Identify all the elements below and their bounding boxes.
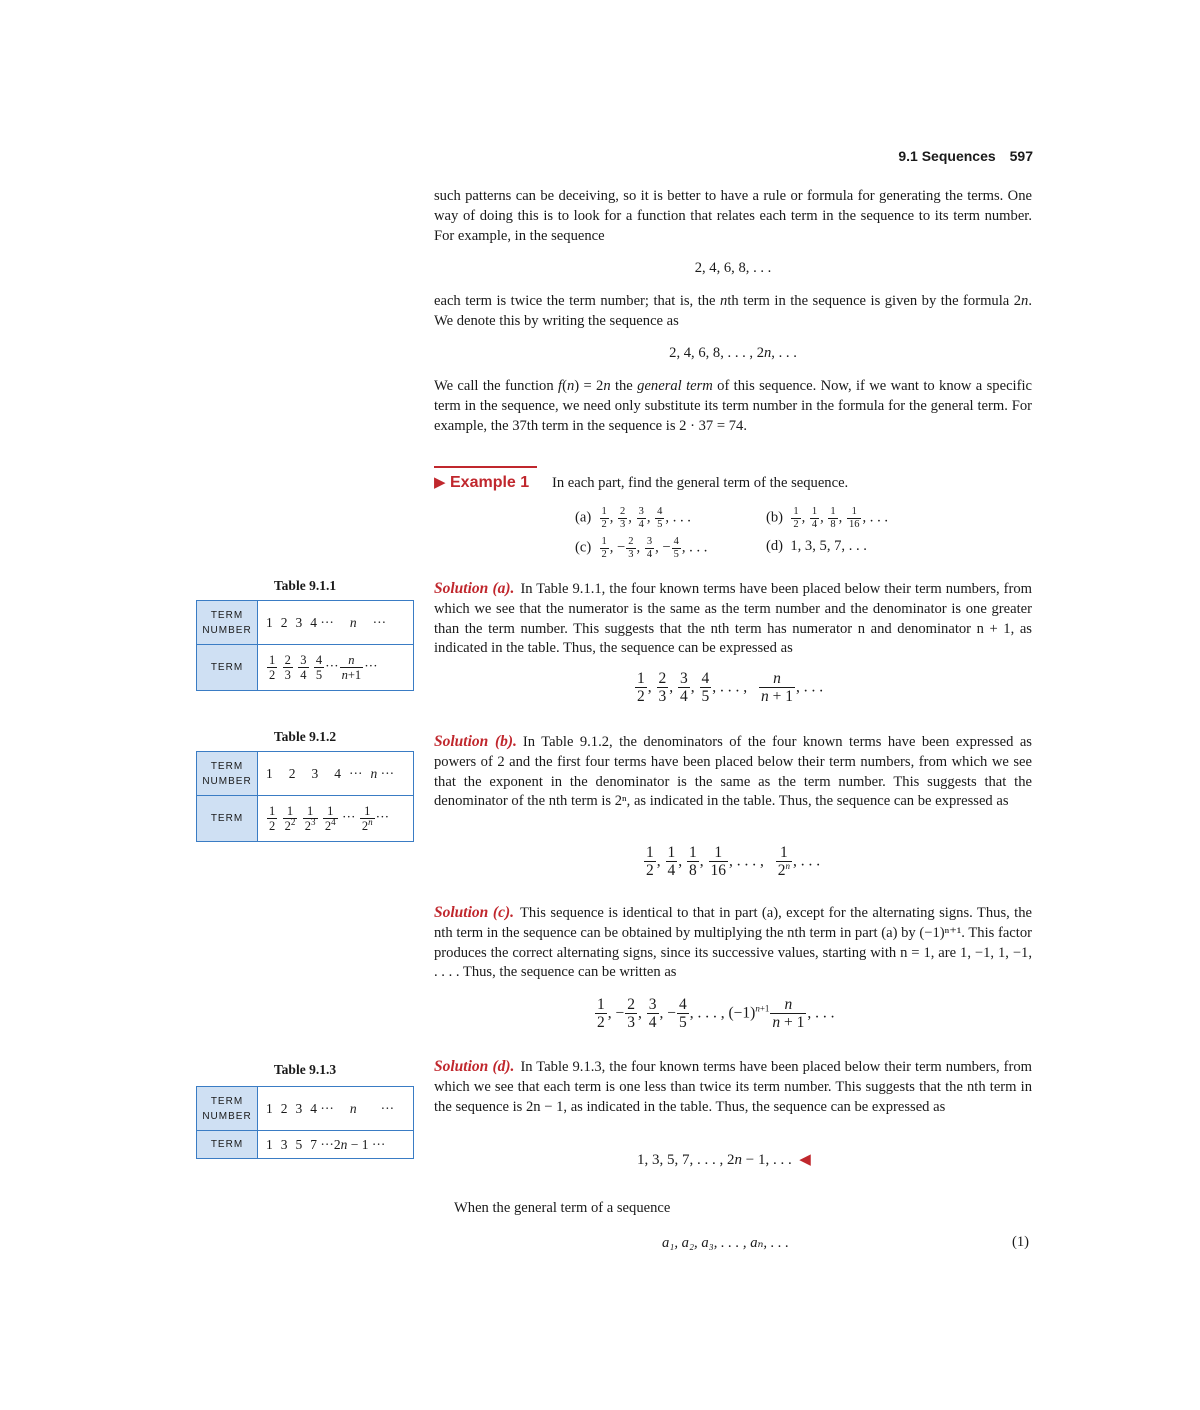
intro-paragraph-1: such patterns can be deceiving, so it is better to have a rule or formula for generating the terms. One way of doing this is to look for a function that relates each term in the sequence to its term number. For example, in the sequence [434, 188, 1032, 244]
intro-paragraph-2: each term is twice the term number; that is, the nth term in the sequence is given by the formula 2n. We denote this by writing the sequence as [434, 293, 1032, 329]
table-header-term-number: TERM NUMBER [197, 752, 258, 796]
equation-sequence-even: 2, 4, 6, 8, . . . [694, 260, 772, 276]
example-part-c: (c) $\frac{1}{2}$ , − $\frac{2}{3}$ , $\frac{3}{4}$ , − $\frac{4}{5}$ , . . . [575, 536, 708, 560]
table-row-term-number: 1 2 3 4 ··· n ··· [258, 601, 414, 645]
table-row-term: $\frac{1}{2}$ $\frac{2}{3}$ $\frac{3}{4}$ $\frac{4}{5}$ ··· $\frac{n}{n+1}$ ··· [258, 645, 414, 691]
equation-solution-b: $\frac{1}{2}$ , $\frac{1}{4}$ , $\frac{1}{8}$ , $\frac{1}{16}$ , . . . , $\frac{1}{2^n}$ , . . . [646, 844, 821, 880]
section-title: 9.1 Sequences [898, 148, 996, 164]
equation-number: (1) [1012, 1234, 1030, 1250]
table-row-term: 1 3 5 7 ···2n − 1 ··· [258, 1131, 414, 1159]
table-3-caption: Table 9.1.3 [273, 1062, 337, 1077]
equation-sequence-general: 2, 4, 6, 8, . . . , 2n, . . . [669, 345, 797, 361]
table-9-1-2 [196, 751, 414, 842]
solution-d: Solution (d). In Table 9.1.3, the four known terms have been placed below their term numbers, from which we see that each term is one less than twice its term number. This suggests that the nth term in the sequence is 2n − 1, as indicated in the table. Thus, the sequence can be expressed as [434, 1058, 1032, 1115]
table-header-term: TERM [197, 796, 258, 842]
example-part-a: (a) $\frac{1}{2}$ , $\frac{2}{3}$ , $\frac{3}{4}$ , $\frac{4}{5}$ , . . . [575, 506, 691, 530]
table-row-term-number: 1 2 3 4 ··· n ··· [258, 752, 414, 796]
example-part-d: (d) 1, 3, 5, 7, . . . [766, 538, 867, 554]
table-header-term-number: TERM NUMBER [197, 601, 258, 645]
running-header [0, 148, 1033, 164]
example-title: ▶ Example 1 [434, 474, 530, 491]
equation-1: a₁, a₂, a₃, . . . , aₙ, . . . [662, 1235, 789, 1251]
example-prompt: In each part, find the general term of the sequence. [552, 475, 849, 491]
closing-text: When the general term of a sequence [454, 1200, 671, 1216]
solution-c: Solution (c). This sequence is identical to that in part (a), except for the alternating signs. Thus, the nth term in the sequence can be obtained by multiplying the nth term in part (a) by (−1)ⁿ⁺¹. This factor produces the correct alternating signs, since its successive values, starting with n = 1, are 1, −1, 1, −1, . . . . Thus, the sequence can be written as [434, 904, 1033, 981]
equation-solution-d: 1, 3, 5, 7, . . . , 2n − 1, . . . ◀ [637, 1152, 811, 1168]
equation-solution-c: $\frac{1}{2}$ , − $\frac{2}{3}$ , $\frac{3}{4}$ , − $\frac{4}{5}$ , . . . , $(-1)^{n+1}$ $\frac{n}{n + 1}$ , . . . [597, 996, 835, 1032]
solution-a: Solution (a). In Table 9.1.1, the four known terms have been placed below their term numbers, from which we see that the numerator is the same as the term number and the denominator is one greater than the term number. This suggests that the nth term has numerator n and denominator n + 1, as indicated in the table. Thus, the sequence can be expressed as [434, 580, 1032, 657]
solution-b: Solution (b). In Table 9.1.2, the denominators of the four known terms have been expressed as powers of 2 and the first four terms have been placed below their term numbers, from which we see that the exponent in the denominator is the same as the term number. This suggests that the denominator of the nth term is 2ⁿ, as indicated in the table. Thus, the sequence can be expressed as [434, 733, 1032, 810]
table-row-term-number: 1 2 3 4 ··· n ··· [258, 1087, 414, 1131]
page-number: 597 [1009, 148, 1033, 164]
table-header-term: TERM [197, 645, 258, 691]
table-1-caption: Table 9.1.1 [273, 578, 337, 593]
table-header-term-number: TERM NUMBER [197, 1087, 258, 1131]
end-of-example-icon: ◀ [799, 1152, 811, 1168]
table-2-caption: Table 9.1.2 [273, 729, 337, 744]
example-rule [434, 466, 537, 468]
table-9-1-1 [196, 600, 414, 691]
intro-paragraph-3: We call the function f(n) = 2n the general term of this sequence. Now, if we want to know a specific term in the sequence, we need only substitute its term number in the formula for the general term. For example, the 37th term in the sequence is 2 · 37 = 74. [434, 378, 1032, 434]
table-9-1-3 [196, 1086, 414, 1159]
example-part-b: (b) $\frac{1}{2}$ , $\frac{1}{4}$ , $\frac{1}{8}$ , $\frac{1}{16}$ , . . . [766, 506, 889, 530]
table-header-term: TERM [197, 1131, 258, 1159]
equation-solution-a: $\frac{1}{2}$ , $\frac{2}{3}$ , $\frac{3}{4}$ , $\frac{4}{5}$ , . . . , $\frac{n}{n + 1}$ , . . . [637, 670, 824, 706]
triangle-marker-icon: ▶ [434, 474, 446, 491]
table-row-term: $\frac{1}{2}$ $\frac{1}{2^2}$ $\frac{1}{2^3}$ $\frac{1}{2^4}$ ··· $\frac{1}{2^n}$ ··· [258, 796, 414, 842]
